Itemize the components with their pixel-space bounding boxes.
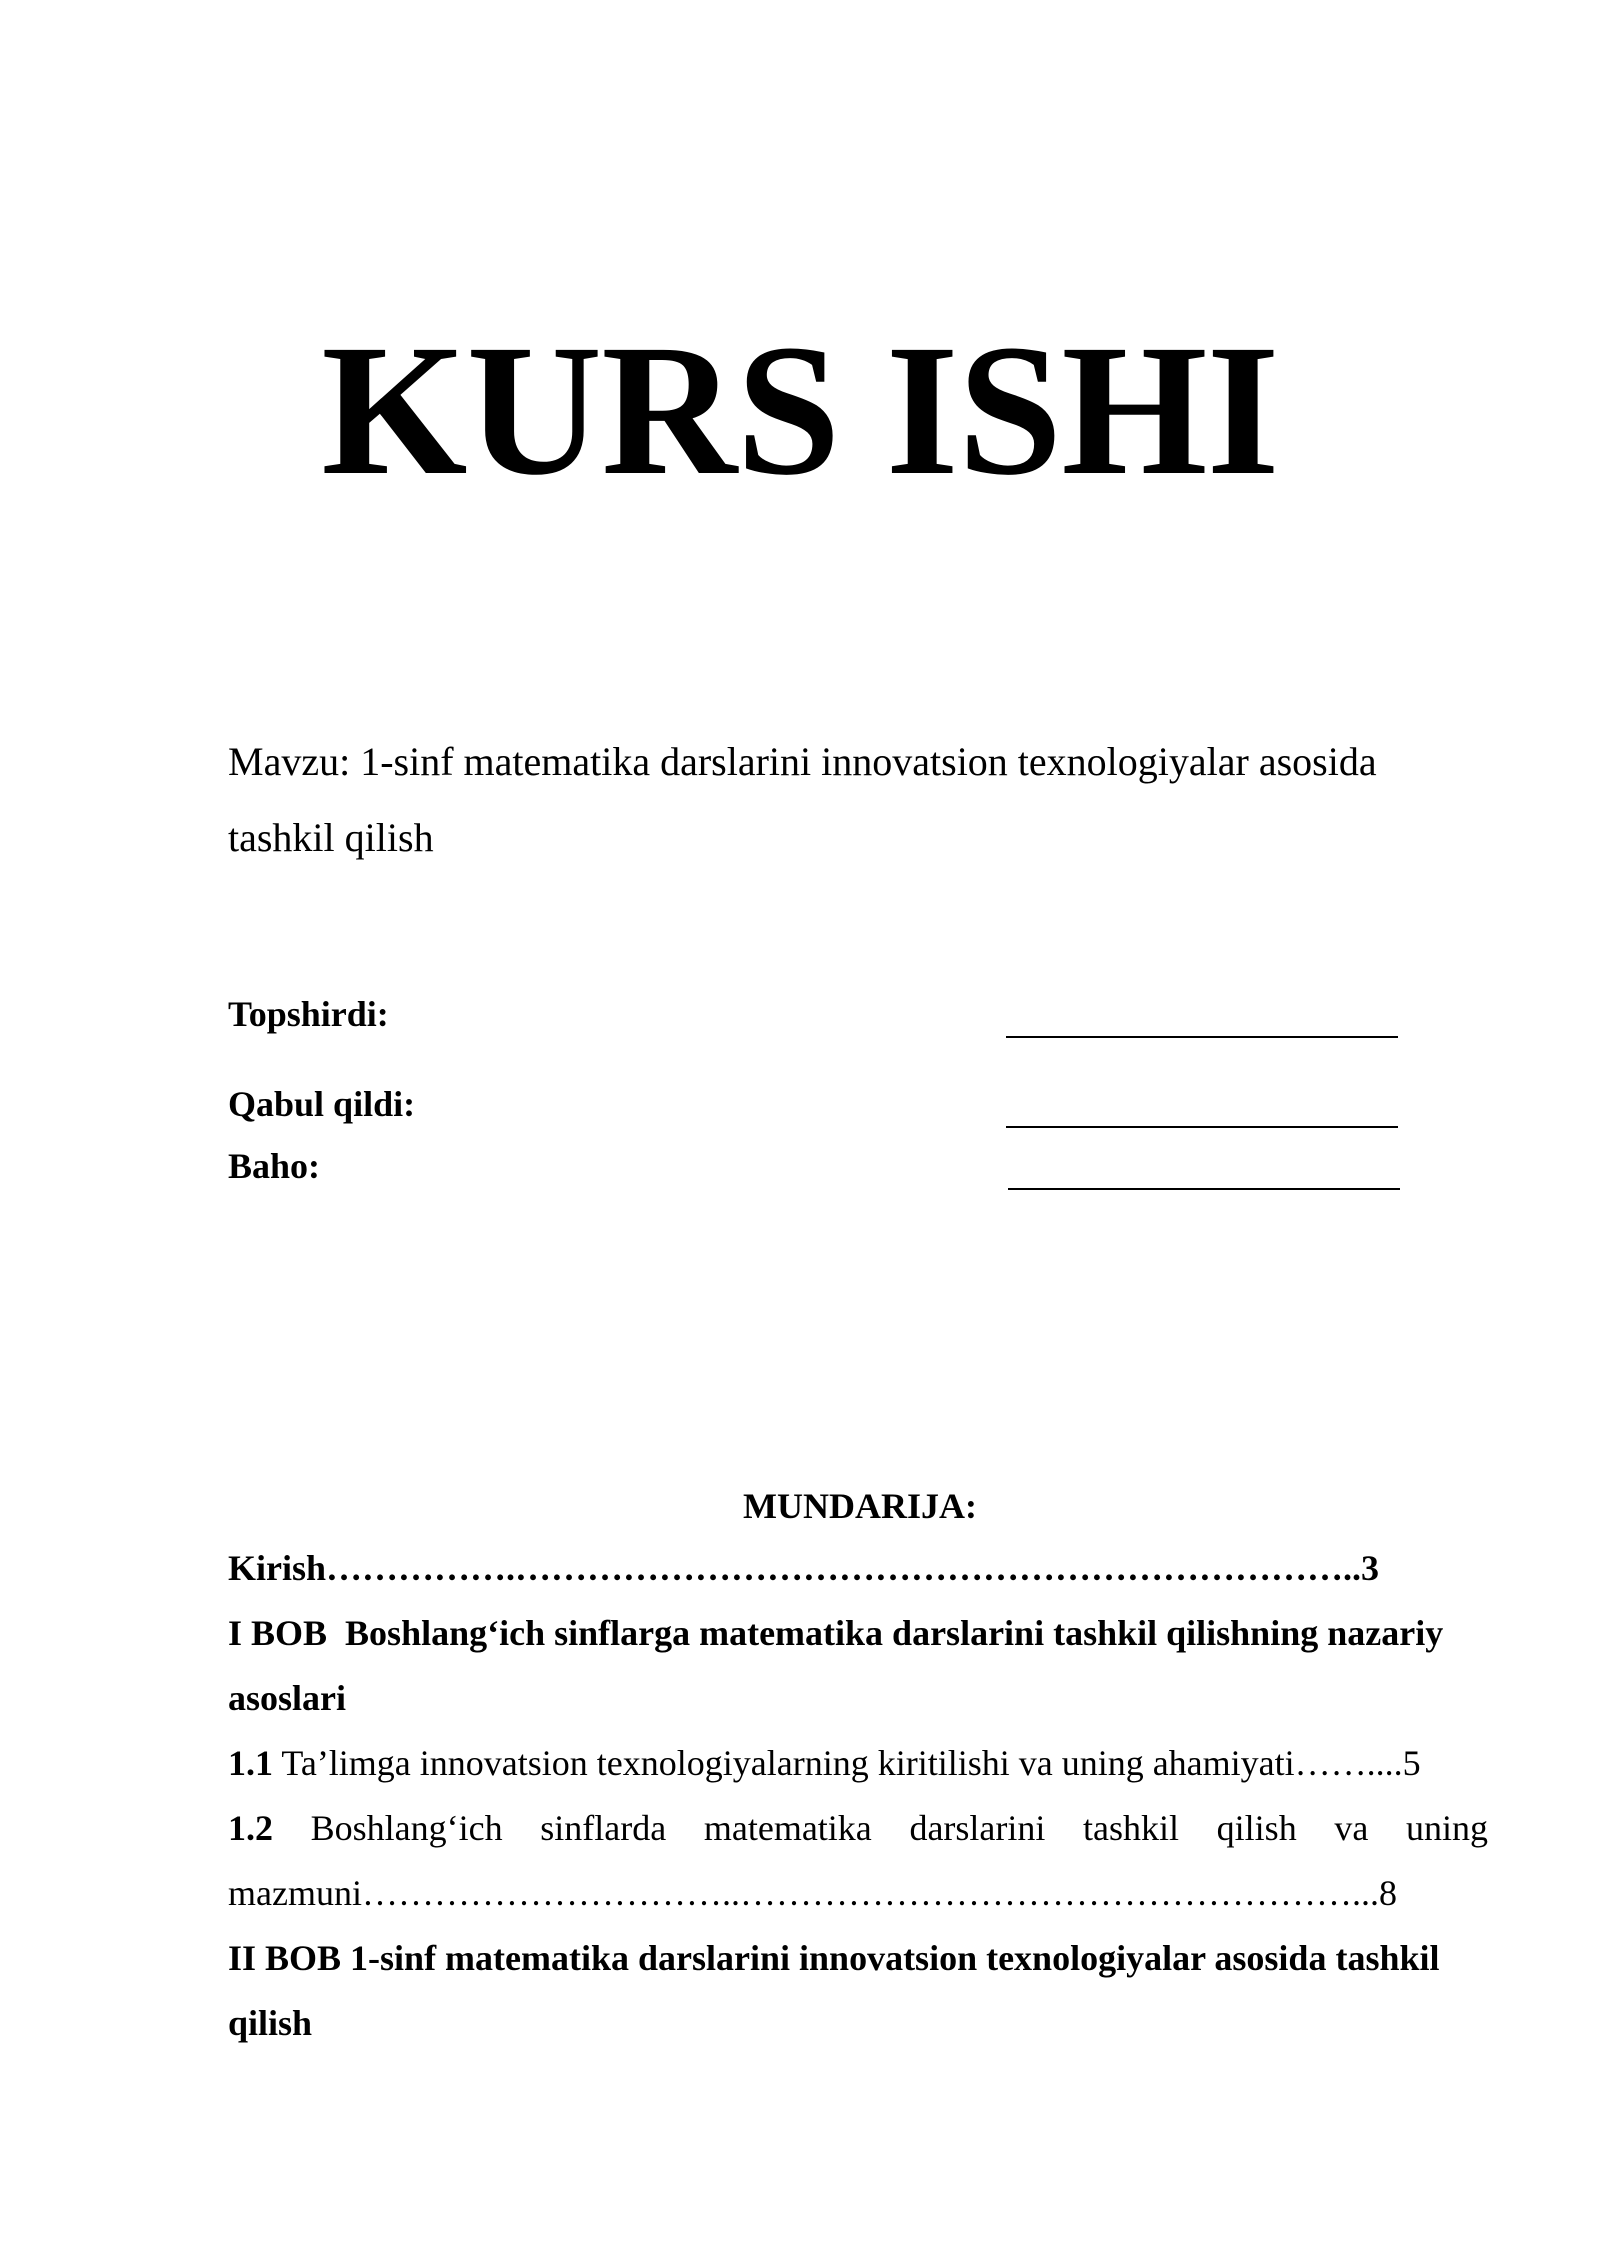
toc-section-1-2-word: qilish [1216,1808,1297,1848]
toc-heading: MUNDARIJA: [743,1486,977,1526]
signature-row-accepted [228,1072,1408,1132]
toc-section-1-2-word: va [1334,1808,1369,1848]
topic-text [228,724,1498,876]
signature-row-grade [228,1134,1408,1194]
toc-entry-chapter-2-cont [228,1991,1488,2056]
toc-chapter-1-title-line-1: Boshlang‘ich sinflarga matematika darslarini tashkil qilishning nazariy [345,1613,1444,1653]
toc-section-1-2-leader: …………………………..…………………………………………… [361,1873,1352,1913]
toc-intro-leader: …………….…………………………………………………………… [326,1548,1344,1588]
grade-signature-line [1008,1188,1400,1190]
toc-entry-chapter-1 [228,1601,1488,1666]
toc-intro-label: Kirish [228,1548,327,1588]
submitted-label: Topshirdi: [228,994,389,1034]
toc-section-1-2-word: Boshlang‘ich [310,1808,503,1848]
toc-section-1-2-word: tashkil [1083,1808,1180,1848]
toc-section-1-2-title-line-2: mazmuni [228,1873,362,1913]
toc-section-1-1-number: 1.1 [228,1743,273,1783]
toc-section-1-2-word: sinflarda [540,1808,667,1848]
toc-chapter-1-title-line-2: asoslari [228,1678,347,1718]
submitted-signature-line [1006,1036,1398,1038]
toc-entry-section-1-2 [228,1796,1488,1861]
toc-section-1-2-page: ...8 [1351,1873,1397,1913]
toc-chapter-1-number: I BOB [228,1613,328,1653]
topic-line-2: tashkil qilish [228,815,434,860]
toc-section-1-2-word: darslarini [909,1808,1046,1848]
accepted-label: Qabul qildi: [228,1084,416,1124]
toc-entry-intro [228,1536,1488,1601]
toc-section-1-1-title: Ta’limga innovatsion texnologiyalarning kiritilishi va uning ahamiyati [281,1743,1295,1783]
accepted-signature-line [1006,1126,1398,1128]
toc-chapter-2-title-line-1: II BOB 1-sinf matematika darslarini innovatsion texnologiyalar asosida tashkil [228,1938,1440,1978]
toc-section-1-2-word: uning [1405,1808,1488,1848]
toc-entry-chapter-1-cont [228,1666,1488,1731]
signature-row-submitted [228,982,1408,1042]
table-of-contents [228,1536,1488,2056]
toc-chapter-2-title-line-2: qilish [228,2003,313,2043]
toc-section-1-2-word: matematika [703,1808,872,1848]
toc-section-1-1-page: .5 [1393,1743,1421,1783]
topic-line-1: Mavzu: 1-sinf matematika darslarini innovatsion texnologiyalar asosida [228,739,1377,784]
grade-label: Baho: [228,1146,321,1186]
toc-entry-chapter-2 [228,1926,1488,1991]
document-title: KURS ISHI [321,305,1279,514]
toc-entry-section-1-2-cont [228,1861,1488,1926]
toc-section-1-1-leader: ……... [1294,1743,1394,1783]
toc-intro-page: ..3 [1343,1548,1380,1588]
toc-entry-section-1-1 [228,1731,1488,1796]
toc-section-1-2-number: 1.2 [228,1808,273,1848]
